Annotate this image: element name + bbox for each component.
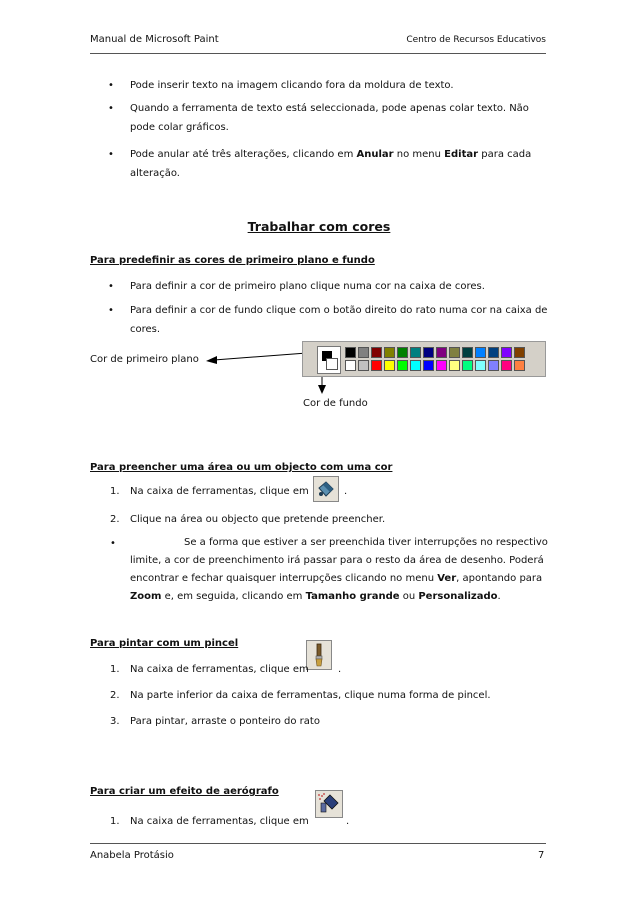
- background-label: Cor de fundo: [303, 398, 368, 409]
- foreground-label: Cor de primeiro plano: [90, 354, 199, 365]
- intro-bullet-3: [130, 145, 531, 183]
- color-swatch[interactable]: [436, 347, 447, 358]
- color-swatch[interactable]: [358, 347, 369, 358]
- fill-step-1: Na caixa de ferramentas, clique em: [130, 486, 309, 497]
- text-run: encontrar e fechar quaisquer interrupções clicando no menu: [130, 573, 438, 584]
- period: .: [346, 816, 350, 827]
- bullet-marker: •: [108, 103, 114, 114]
- color-swatch[interactable]: [436, 360, 447, 371]
- intro-bullet-3-line2: alteração.: [130, 168, 180, 179]
- footer-author: Anabela Protásio: [90, 850, 174, 861]
- color-swatch[interactable]: [345, 360, 356, 371]
- airbrush-tool-icon[interactable]: [315, 790, 343, 818]
- step-number: 1.: [110, 664, 120, 675]
- step-number: 2.: [110, 514, 120, 525]
- period: .: [338, 664, 342, 675]
- zoom-label: Zoom: [130, 591, 162, 602]
- color-swatch[interactable]: [488, 347, 499, 358]
- color-swatch[interactable]: [449, 360, 460, 371]
- text-run: para cada: [478, 149, 532, 160]
- color-swatch[interactable]: [501, 360, 512, 371]
- color-swatch[interactable]: [514, 347, 525, 358]
- bullet-marker: •: [108, 80, 114, 91]
- fill-heading: Para preencher uma área ou um objecto com uma cor: [90, 462, 393, 473]
- text-run: no menu: [393, 149, 445, 160]
- arrow-head-foreground: [206, 356, 217, 364]
- fill-note-line1: Se a forma que estiver a ser preenchida tiver interrupções no respectivo: [184, 537, 548, 548]
- brush-step-2: Na parte inferior da caixa de ferramentas, clique numa forma de pincel.: [130, 690, 491, 701]
- color-swatch[interactable]: [345, 347, 356, 358]
- color-swatch[interactable]: [384, 360, 395, 371]
- color-swatch[interactable]: [488, 360, 499, 371]
- brush-step-3: Para pintar, arraste o ponteiro do rato: [130, 716, 320, 727]
- airbrush-heading: Para criar um efeito de aerógrafo: [90, 786, 279, 797]
- predefine-bullet-2: [130, 301, 547, 339]
- text-run: Pode anular até três alterações, clicando em: [130, 149, 357, 160]
- color-swatch[interactable]: [475, 360, 486, 371]
- intro-bullet-3-line1: [130, 145, 531, 164]
- footer-rule: [90, 843, 546, 844]
- personalizado-label: Personalizado: [418, 591, 498, 602]
- tamanho-grande-label: Tamanho grande: [305, 591, 400, 602]
- intro-bullet-2: [130, 99, 529, 137]
- color-swatch[interactable]: [462, 360, 473, 371]
- text-run: ou: [399, 591, 419, 602]
- text-run: e, em seguida, clicando em: [161, 591, 306, 602]
- color-swatch[interactable]: [397, 360, 408, 371]
- color-swatch[interactable]: [371, 347, 382, 358]
- fill-tool-icon[interactable]: [313, 476, 339, 502]
- current-colors-box: [317, 346, 341, 374]
- color-swatch[interactable]: [371, 360, 382, 371]
- fill-note-line4: [130, 588, 548, 606]
- fill-step-2: Clique na área ou objecto que pretende preencher.: [130, 514, 386, 525]
- intro-bullet-2-line2: pode colar gráficos.: [130, 122, 229, 133]
- header-title: Manual de Microsoft Paint: [90, 34, 219, 45]
- color-swatch[interactable]: [397, 347, 408, 358]
- bullet-marker: •: [108, 305, 114, 316]
- intro-bullet-1-text: Pode inserir texto na imagem clicando fora da moldura de texto.: [130, 80, 454, 91]
- menu-anular: Anular: [356, 149, 394, 160]
- airbrush-step-1: Na caixa de ferramentas, clique em: [130, 816, 309, 827]
- text-run: .: [497, 591, 501, 602]
- bullet-marker: •: [108, 149, 114, 160]
- bullet-marker: •: [108, 281, 114, 292]
- step-number: 1.: [110, 486, 120, 497]
- color-swatch[interactable]: [475, 347, 486, 358]
- period: .: [344, 486, 348, 497]
- header-rule: [90, 53, 546, 54]
- color-palette[interactable]: [302, 341, 546, 377]
- color-swatch[interactable]: [384, 347, 395, 358]
- bullet-marker: •: [110, 538, 116, 549]
- predefine-heading: Para predefinir as cores de primeiro plano e fundo: [90, 255, 375, 266]
- menu-ver: Ver: [437, 573, 457, 584]
- brush-step-1: Na caixa de ferramentas, clique em: [130, 664, 309, 675]
- menu-editar: Editar: [444, 149, 479, 160]
- page-number: 7: [538, 850, 545, 861]
- header-org: Centro de Recursos Educativos: [406, 35, 546, 45]
- text-run: , apontando para: [456, 573, 543, 584]
- intro-bullet-2-line1: Quando a ferramenta de texto está seleccionada, pode apenas colar texto. Não: [130, 103, 529, 114]
- color-swatch[interactable]: [449, 347, 460, 358]
- color-swatch[interactable]: [501, 347, 512, 358]
- predefine-bullet-1: Para definir a cor de primeiro plano clique numa cor na caixa de cores.: [130, 281, 485, 292]
- predefine-bullet-2-line2: cores.: [130, 324, 161, 335]
- step-number: 1.: [110, 816, 120, 827]
- color-swatch[interactable]: [410, 347, 421, 358]
- fill-note-line2: limite, a cor de preenchimento irá passar para o resto da área de desenho. Poderá: [130, 555, 544, 566]
- predefine-bullet-2-line1: Para definir a cor de fundo clique com o botão direito do rato numa cor na caixa de: [130, 305, 548, 316]
- brush-heading: Para pintar com um pincel: [90, 638, 239, 649]
- color-swatch[interactable]: [462, 347, 473, 358]
- fill-note-line3: [130, 570, 548, 588]
- color-swatch[interactable]: [410, 360, 421, 371]
- step-number: 3.: [110, 716, 120, 727]
- color-swatch[interactable]: [423, 360, 434, 371]
- section-title: Trabalhar com cores: [247, 219, 391, 234]
- color-swatch[interactable]: [423, 347, 434, 358]
- background-color-swatch: [326, 358, 338, 370]
- arrow-head-background: [318, 385, 326, 394]
- color-swatch[interactable]: [358, 360, 369, 371]
- color-swatch[interactable]: [514, 360, 525, 371]
- step-number: 2.: [110, 690, 120, 701]
- fill-note: [130, 534, 548, 606]
- intro-bullet-1: [130, 76, 454, 95]
- brush-tool-icon[interactable]: [306, 640, 332, 670]
